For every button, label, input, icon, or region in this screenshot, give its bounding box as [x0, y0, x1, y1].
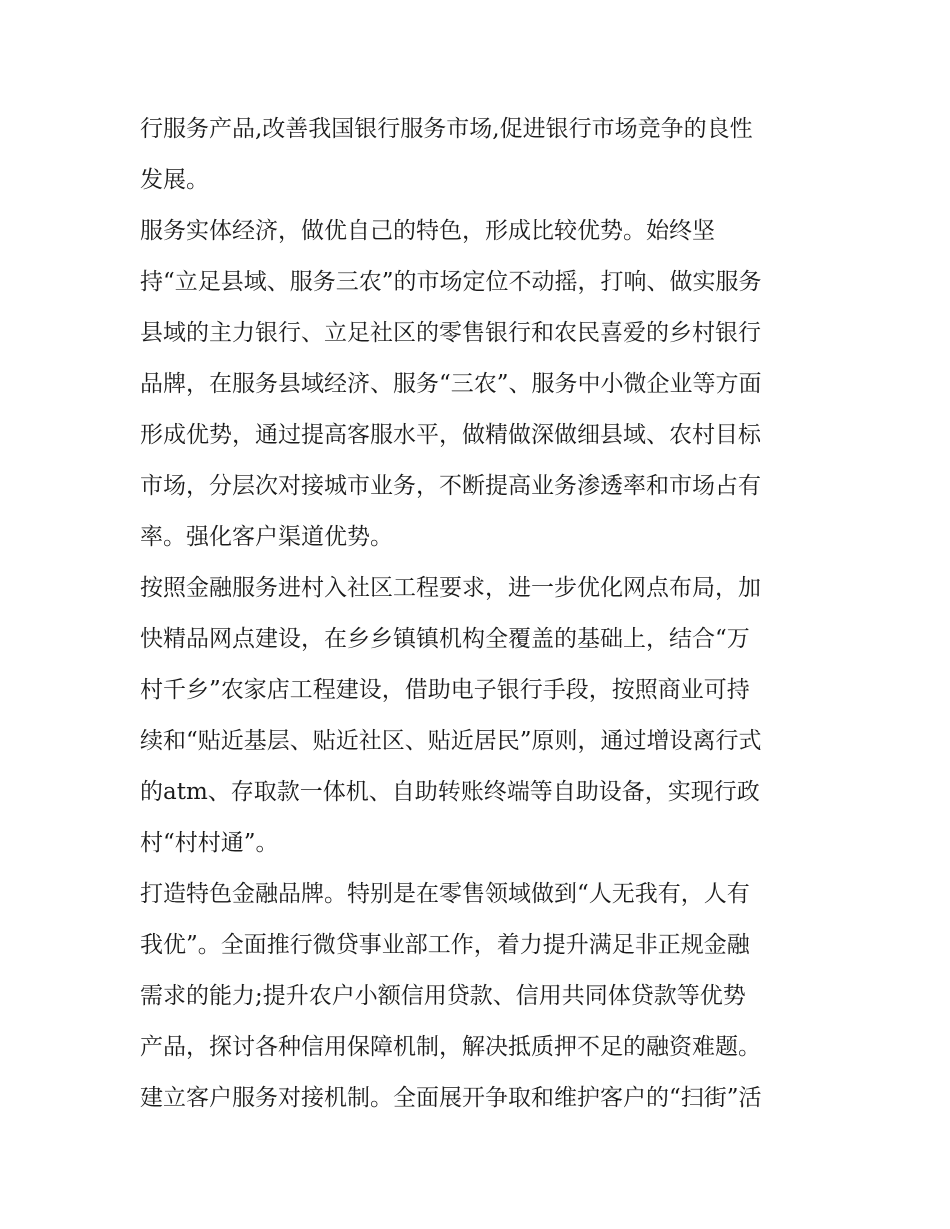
text-line: 打造特色金融品牌。特别是在零售领域做到“人无我有，人有: [140, 881, 750, 907]
text-line: 我优”。全面推行微贷事业部工作，着力提升满足非正规金融: [140, 932, 750, 958]
text-line: 行服务产品,改善我国银行服务市场,促进银行市场竞争的良性: [140, 116, 753, 142]
text-line: 的atm、存取款一体机、自助转账终端等自助设备，实现行政: [140, 779, 760, 805]
text-line: 需求的能力;提升农户小额信用贷款、信用共同体贷款等优势: [140, 983, 746, 1009]
text-line: 快精品网点建设，在乡乡镇镇机构全覆盖的基础上，结合“万: [140, 626, 750, 652]
text-line: 村“村村通”。: [140, 830, 279, 856]
text-line: 品牌，在服务县域经济、服务“三农”、服务中小微企业等方面: [140, 371, 762, 397]
text-line: 建立客户服务对接机制。全面展开争取和维护客户的“扫街”活: [140, 1085, 762, 1111]
text-line: 发展。: [140, 167, 209, 193]
text-line: 产品，探讨各种信用保障机制，解决抵质押不足的融资难题。: [140, 1034, 761, 1060]
document-page: [140, 104, 814, 1124]
text-line: 村千乡”农家店工程建设，借助电子银行手段，按照商业可持: [140, 677, 750, 703]
text-line: 市场，分层次对接城市业务，不断提高业务渗透率和市场占有: [140, 473, 761, 499]
text-line: 续和“贴近基层、贴近社区、贴近居民”原则，通过增设离行式: [140, 728, 762, 754]
text-line: 持“立足县域、服务三农”的市场定位不动摇，打响、做实服务: [140, 269, 762, 295]
text-line: 形成优势，通过提高客服水平，做精做深做细县域、农村目标: [140, 422, 761, 448]
text-line: 县域的主力银行、立足社区的零售银行和农民喜爱的乡村银行: [140, 320, 761, 346]
text-line: 按照金融服务进村入社区工程要求，进一步优化网点布局，加: [140, 575, 761, 601]
text-line: 服务实体经济，做优自己的特色，形成比较优势。始终坚: [140, 218, 715, 244]
text-line: 率。强化客户渠道优势。: [140, 524, 393, 550]
